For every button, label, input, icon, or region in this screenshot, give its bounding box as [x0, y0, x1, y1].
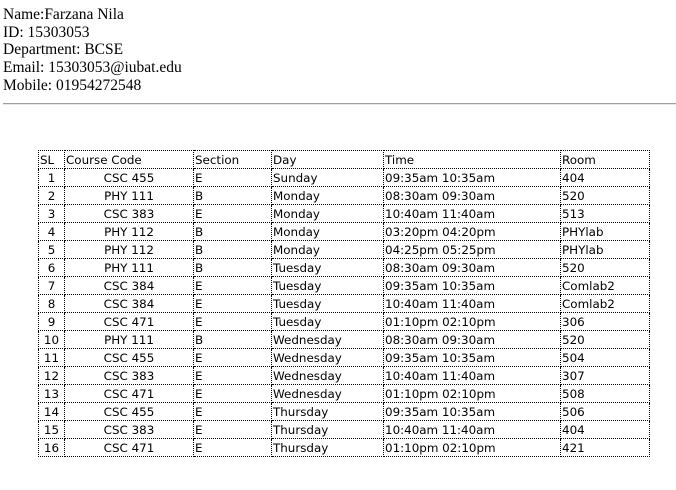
cell-sl: 6	[39, 259, 65, 277]
cell-day: Tuesday	[272, 277, 384, 295]
cell-course-code: CSC 384	[65, 277, 194, 295]
cell-day: Wednesday	[272, 331, 384, 349]
cell-room: 513	[561, 205, 650, 223]
cell-course-code: CSC 455	[65, 403, 194, 421]
cell-day: Monday	[272, 223, 384, 241]
cell-section: B	[194, 331, 272, 349]
cell-day: Monday	[272, 241, 384, 259]
header-course-code: Course Code	[65, 151, 194, 169]
cell-section: B	[194, 187, 272, 205]
cell-course-code: PHY 112	[65, 223, 194, 241]
cell-sl: 2	[39, 187, 65, 205]
cell-time: 04:25pm 05:25pm	[384, 241, 561, 259]
cell-time: 09:35am 10:35am	[384, 403, 561, 421]
header-section: Section	[194, 151, 272, 169]
cell-time: 08:30am 09:30am	[384, 259, 561, 277]
cell-sl: 3	[39, 205, 65, 223]
cell-course-code: CSC 455	[65, 349, 194, 367]
cell-course-code: CSC 383	[65, 421, 194, 439]
cell-section: E	[194, 205, 272, 223]
cell-room: 506	[561, 403, 650, 421]
cell-day: Sunday	[272, 169, 384, 187]
cell-day: Wednesday	[272, 349, 384, 367]
cell-sl: 7	[39, 277, 65, 295]
header-room: Room	[561, 151, 650, 169]
table-row	[39, 277, 650, 295]
cell-time: 10:40am 11:40am	[384, 421, 561, 439]
cell-room: 421	[561, 439, 650, 457]
cell-section: B	[194, 241, 272, 259]
cell-sl: 5	[39, 241, 65, 259]
student-name: Name:Farzana Nila	[3, 6, 124, 23]
table-row	[39, 187, 650, 205]
table-row	[39, 169, 650, 187]
cell-section: E	[194, 349, 272, 367]
cell-room: 504	[561, 349, 650, 367]
table-row	[39, 241, 650, 259]
cell-time: 01:10pm 02:10pm	[384, 385, 561, 403]
cell-time: 09:35am 10:35am	[384, 169, 561, 187]
cell-section: B	[194, 259, 272, 277]
cell-room: 508	[561, 385, 650, 403]
cell-day: Thursday	[272, 403, 384, 421]
table-row	[39, 403, 650, 421]
table-row	[39, 385, 650, 403]
cell-time: 01:10pm 02:10pm	[384, 313, 561, 331]
cell-room: 404	[561, 169, 650, 187]
cell-room: 520	[561, 259, 650, 277]
cell-section: E	[194, 169, 272, 187]
cell-time: 01:10pm 02:10pm	[384, 439, 561, 457]
cell-course-code: CSC 471	[65, 385, 194, 403]
cell-course-code: CSC 471	[65, 313, 194, 331]
cell-course-code: PHY 111	[65, 259, 194, 277]
cell-sl: 8	[39, 295, 65, 313]
cell-section: B	[194, 223, 272, 241]
cell-sl: 9	[39, 313, 65, 331]
cell-course-code: CSC 471	[65, 439, 194, 457]
table-row	[39, 295, 650, 313]
cell-sl: 12	[39, 367, 65, 385]
cell-day: Tuesday	[272, 313, 384, 331]
cell-course-code: CSC 383	[65, 205, 194, 223]
cell-section: E	[194, 367, 272, 385]
cell-sl: 11	[39, 349, 65, 367]
cell-section: E	[194, 439, 272, 457]
cell-room: 404	[561, 421, 650, 439]
table-row	[39, 331, 650, 349]
horizontal-divider	[3, 103, 676, 105]
cell-sl: 1	[39, 169, 65, 187]
cell-section: E	[194, 277, 272, 295]
cell-room: 306	[561, 313, 650, 331]
student-email: Email: 15303053@iubat.edu	[3, 59, 182, 77]
cell-day: Monday	[272, 205, 384, 223]
cell-section: E	[194, 421, 272, 439]
cell-course-code: PHY 111	[65, 331, 194, 349]
cell-room: Comlab2	[561, 295, 650, 313]
cell-time: 10:40am 11:40am	[384, 295, 561, 313]
header-sl: SL	[39, 151, 65, 169]
cell-room: PHYlab	[561, 241, 650, 259]
student-department: Department: BCSE	[3, 41, 124, 59]
cell-section: E	[194, 403, 272, 421]
cell-sl: 4	[39, 223, 65, 241]
cell-course-code: CSC 384	[65, 295, 194, 313]
cell-day: Monday	[272, 187, 384, 205]
cell-time: 10:40am 11:40am	[384, 367, 561, 385]
cell-sl: 13	[39, 385, 65, 403]
cell-time: 08:30am 09:30am	[384, 331, 561, 349]
cell-room: Comlab2	[561, 277, 650, 295]
cell-day: Tuesday	[272, 259, 384, 277]
cell-day: Wednesday	[272, 385, 384, 403]
cell-sl: 14	[39, 403, 65, 421]
cell-time: 09:35am 10:35am	[384, 349, 561, 367]
cell-room: 520	[561, 187, 650, 205]
cell-sl: 16	[39, 439, 65, 457]
cell-time: 09:35am 10:35am	[384, 277, 561, 295]
cell-sl: 15	[39, 421, 65, 439]
table-row	[39, 313, 650, 331]
cell-sl: 10	[39, 331, 65, 349]
table-body	[39, 169, 650, 457]
cell-time: 10:40am 11:40am	[384, 205, 561, 223]
table-row	[39, 259, 650, 277]
cell-course-code: CSC 455	[65, 169, 194, 187]
table-row	[39, 367, 650, 385]
cell-section: E	[194, 313, 272, 331]
table-row	[39, 349, 650, 367]
table-row	[39, 421, 650, 439]
cell-section: E	[194, 385, 272, 403]
cell-room: 307	[561, 367, 650, 385]
cell-course-code: PHY 111	[65, 187, 194, 205]
cell-course-code: PHY 112	[65, 241, 194, 259]
cell-time: 08:30am 09:30am	[384, 187, 561, 205]
header-time: Time	[384, 151, 561, 169]
table-row	[39, 205, 650, 223]
header-day: Day	[272, 151, 384, 169]
student-id: ID: 15303053	[3, 23, 90, 41]
cell-day: Thursday	[272, 421, 384, 439]
student-info	[3, 6, 182, 95]
table-row	[39, 223, 650, 241]
cell-room: PHYlab	[561, 223, 650, 241]
cell-section: E	[194, 295, 272, 313]
cell-day: Thursday	[272, 439, 384, 457]
cell-day: Tuesday	[272, 295, 384, 313]
cell-course-code: CSC 383	[65, 367, 194, 385]
table-header-row	[39, 151, 650, 169]
cell-room: 520	[561, 331, 650, 349]
student-mobile: Mobile: 01954272548	[3, 76, 142, 94]
class-schedule-table	[38, 150, 650, 457]
table-row	[39, 439, 650, 457]
cell-day: Wednesday	[272, 367, 384, 385]
cell-time: 03:20pm 04:20pm	[384, 223, 561, 241]
